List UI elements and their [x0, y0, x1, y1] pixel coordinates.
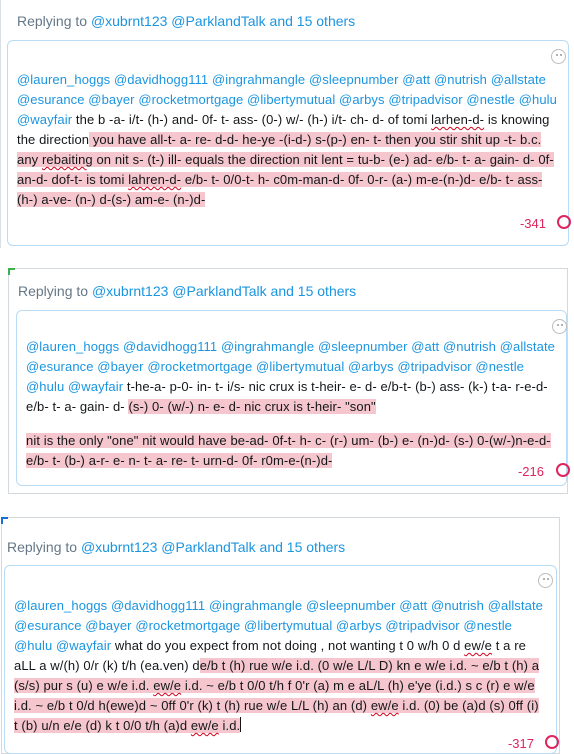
character-counter: -317 — [507, 736, 534, 751]
character-limit-ring-icon — [556, 463, 570, 477]
blue-corner-icon — [1, 517, 8, 524]
tweet-text[interactable] — [26, 337, 556, 471]
replying-to-handles[interactable]: @xubrnt123 @ParklandTalk and 15 others — [80, 539, 346, 555]
reply-panel-1 — [0, 0, 574, 248]
tweet-compose-box[interactable] — [7, 40, 569, 246]
character-limit-ring-icon — [545, 735, 559, 749]
tweet-compose-box[interactable] — [16, 310, 567, 486]
mentions: @lauren_hoggs @davidhogg111 @ingrahmangle @sleepnumber @att @nutrish @allstate @esurance @bayer @rocketmortgage @libertymutual @arbys @tripadvisor @nestle @hulu @wayfair — [26, 339, 555, 394]
tweet-text[interactable] — [17, 70, 558, 210]
reply-panel-3 — [1, 517, 560, 754]
text-cursor — [240, 717, 241, 732]
reply-panel-2 — [8, 268, 568, 494]
body-within-limit: t-he-a- p-0- in- t- i/s- nic crux is t-heir- e- d- e/b-t- (b-) ass- (k-) t-a- r-e-d- e/b- t- a- gain- d- — [26, 379, 548, 414]
replying-to-label: Replying to @xubrnt123 @ParklandTalk and 15 others — [17, 13, 356, 29]
body-within-limit: the b -a- i/t- (h-) and- 0f- t- ass- (0-) w/- (h-) i/t- ch- d- of tomi larhen-d- is knowing the direction — [17, 112, 550, 147]
replying-to-handles[interactable]: @xubrnt123 @ParklandTalk and 15 others — [91, 283, 357, 299]
body-over-limit: e/b t (h) rue w/e i.d. (0 w/e L/L D) kn e w/e i.d. ~ e/b t (h) a (s/s) pur s (u) e w/e i.d. ew/e i.d. ~ e/b t 0/0 t/h f 0'r (a) m e aL/L (h) e'ye (i.d.) s c (r) e w/e i.d. ~ e/b t 0/d h(ewe)d ~ 0ff 0'r (k) t (h) rue w/e L/L (h) an (d) ew/e i.d. (0) be (a)d (s) 0ff (i) t (b) u/n e/e (d) k t 0/0 t/h (a)d ew/e i.d. — [14, 658, 540, 733]
body-over-limit: (s-) 0- (w/-) n- e- d- nic crux is t-heir- "son" — [128, 399, 376, 414]
tweet-compose-box[interactable] — [4, 565, 557, 754]
green-corner-icon — [8, 268, 15, 275]
body-within-limit: what do you expect from not doing , not wanting t 0 w/h 0 d ew/e t a re aLL a w/(h) 0/r (k) t/h (ea.ven) d — [14, 638, 526, 673]
character-counter: -341 — [519, 216, 546, 231]
replying-to-handles[interactable]: @xubrnt123 @ParklandTalk and 15 others — [90, 13, 356, 29]
mentions: @lauren_hoggs @davidhogg111 @ingrahmangle @sleepnumber @att @nutrish @allstate @esurance @bayer @rocketmortgage @libertymutual @arbys @tripadvisor @nestle @hulu @wayfair — [14, 598, 543, 653]
character-counter: -216 — [517, 464, 544, 479]
body-over-limit-2: nit is the only "one" nit would have be-ad- 0f-t- h- c- (r-) um- (b-) e- (n-)d- (s-) 0-(w/-)n-e-d- e/b- t- (b-) a-r- e- n- t- a- re- t- urn-d- 0f- r0m-e-(n-)d- — [26, 433, 551, 468]
body-over-limit: you have all-t- a- re- d-d- he-ye -(i-d-) s-(p-) en- t- then you stir shit up -t- b.c. any rebaiting on nit s- (t-) ill- equals the direction nit lent = tu-b- (e-) ad- e/b- t- a- gain- d- 0f- an-d- dof-t- is tomi lahren-d- e/b- t- 0/0-t- h- c0m-man-d- 0f- 0-r- (a-) m-e-(n-)d- e/b- t- ass- (h-) a-ve- (n-) d-(s-) am-e- (n-)d- — [17, 132, 554, 207]
character-limit-ring-icon — [557, 215, 571, 229]
tweet-text[interactable] — [14, 596, 546, 736]
emoji-icon[interactable] — [551, 49, 566, 64]
emoji-icon[interactable] — [538, 573, 553, 588]
replying-to-label: Replying to @xubrnt123 @ParklandTalk and 15 others — [18, 283, 357, 299]
mentions: @lauren_hoggs @davidhogg111 @ingrahmangle @sleepnumber @att @nutrish @allstate @esurance @bayer @rocketmortgage @libertymutual @arbys @tripadvisor @nestle @hulu @wayfair — [17, 72, 557, 127]
emoji-icon[interactable] — [552, 319, 567, 334]
replying-to-label: Replying to @xubrnt123 @ParklandTalk and 15 others — [7, 539, 346, 555]
